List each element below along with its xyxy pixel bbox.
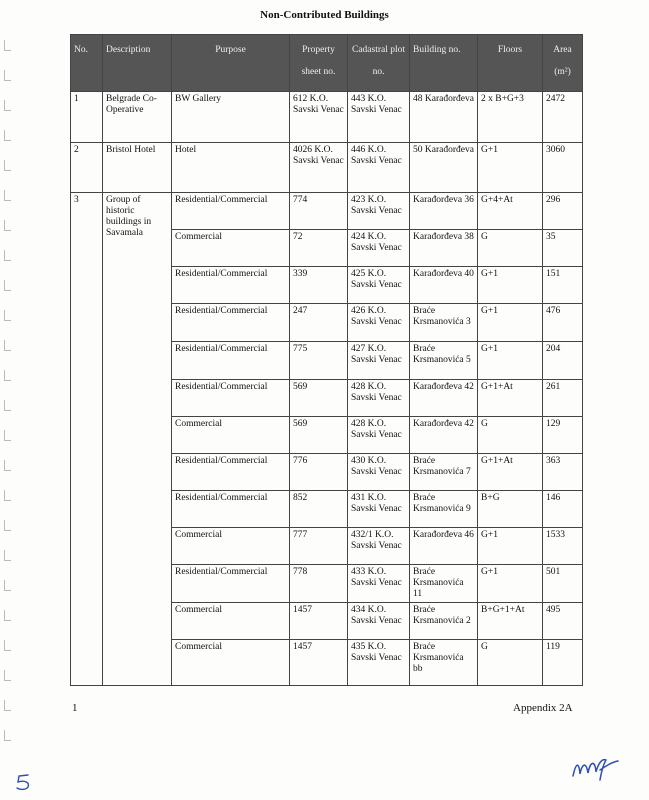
cell-floors: G+1 bbox=[478, 528, 543, 565]
binder-tick bbox=[4, 640, 11, 651]
cell-purpose: Commercial bbox=[172, 640, 290, 686]
cell-building: Braće Krsmanovića 3 bbox=[410, 304, 478, 342]
cell-property: 612 K.O. Savski Venac bbox=[290, 92, 348, 143]
cell-floors: G+4+At bbox=[478, 193, 543, 230]
cell-building: Braće Krsmanovića 7 bbox=[410, 454, 478, 491]
cell-floors: G+1 bbox=[478, 565, 543, 603]
cell-cadastral: 427 K.O. Savski Venac bbox=[348, 342, 410, 380]
cell-purpose: Commercial bbox=[172, 603, 290, 640]
cell-cadastral: 443 K.O. Savski Venac bbox=[348, 92, 410, 143]
binder-tick bbox=[4, 130, 11, 141]
cell-no: 1 bbox=[71, 92, 103, 143]
cell-description: Bristol Hotel bbox=[103, 143, 172, 193]
header-area: Area (m²) bbox=[543, 35, 583, 92]
cell-cadastral: 428 K.O. Savski Venac bbox=[348, 417, 410, 454]
binder-tick bbox=[4, 190, 11, 201]
binder-tick bbox=[4, 40, 11, 51]
cell-building: Karađorđeva 38 bbox=[410, 230, 478, 267]
header-purpose: Purpose bbox=[172, 35, 290, 92]
cell-purpose: BW Gallery bbox=[172, 92, 290, 143]
binder-tick bbox=[4, 340, 11, 351]
binder-tick bbox=[4, 400, 11, 411]
page-title: Non-Contributed Buildings bbox=[260, 9, 389, 21]
cell-floors: G bbox=[478, 640, 543, 686]
cell-floors: G bbox=[478, 417, 543, 454]
cell-floors: G+1+At bbox=[478, 454, 543, 491]
cell-description: Group of historic buildings in Savamala bbox=[103, 193, 172, 686]
binder-tick bbox=[4, 580, 11, 591]
cell-cadastral: 430 K.O. Savski Venac bbox=[348, 454, 410, 491]
cell-property: 777 bbox=[290, 528, 348, 565]
binder-tick bbox=[4, 70, 11, 81]
signature-icon bbox=[570, 752, 624, 782]
cell-building: Braće Krsmanovića bb bbox=[410, 640, 478, 686]
header-floors: Floors bbox=[478, 35, 543, 92]
cell-area: 204 bbox=[543, 342, 583, 380]
cell-area: 3060 bbox=[543, 143, 583, 193]
binder-tick bbox=[4, 100, 11, 111]
cell-floors: G+1+At bbox=[478, 380, 543, 417]
cell-cadastral: 425 K.O. Savski Venac bbox=[348, 267, 410, 304]
header-property: Property sheet no. bbox=[290, 35, 348, 92]
cell-purpose: Residential/Commercial bbox=[172, 454, 290, 491]
cell-no: 3 bbox=[71, 193, 103, 686]
binder-tick bbox=[4, 610, 11, 621]
binder-tick bbox=[4, 220, 11, 231]
cell-property: 569 bbox=[290, 380, 348, 417]
cell-property: 776 bbox=[290, 454, 348, 491]
cell-cadastral: 433 K.O. Savski Venac bbox=[348, 565, 410, 603]
cell-no: 2 bbox=[71, 143, 103, 193]
cell-property: 72 bbox=[290, 230, 348, 267]
cell-property: 778 bbox=[290, 565, 348, 603]
cell-cadastral: 435 K.O. Savski Venac bbox=[348, 640, 410, 686]
cell-floors: G+1 bbox=[478, 143, 543, 193]
cell-building: Karađorđeva 36 bbox=[410, 193, 478, 230]
header-no: No. bbox=[71, 35, 103, 92]
cell-building: Braće Krsmanovića 5 bbox=[410, 342, 478, 380]
cell-cadastral: 431 K.O. Savski Venac bbox=[348, 491, 410, 528]
cell-floors: G bbox=[478, 230, 543, 267]
table-row bbox=[71, 92, 583, 143]
binder-tick bbox=[4, 520, 11, 531]
cell-purpose: Hotel bbox=[172, 143, 290, 193]
binder-tick bbox=[4, 700, 11, 711]
cell-area: 296 bbox=[543, 193, 583, 230]
cell-purpose: Commercial bbox=[172, 417, 290, 454]
binder-tick bbox=[4, 490, 11, 501]
cell-purpose: Commercial bbox=[172, 528, 290, 565]
cell-purpose: Residential/Commercial bbox=[172, 193, 290, 230]
cell-cadastral: 428 K.O. Savski Venac bbox=[348, 380, 410, 417]
binder-tick bbox=[4, 430, 11, 441]
cell-property: 247 bbox=[290, 304, 348, 342]
binder-tick bbox=[4, 160, 11, 171]
cell-building: Braće Krsmanovića 2 bbox=[410, 603, 478, 640]
cell-floors: 2 x B+G+3 bbox=[478, 92, 543, 143]
cell-floors: G+1 bbox=[478, 267, 543, 304]
cell-area: 2472 bbox=[543, 92, 583, 143]
cell-property: 852 bbox=[290, 491, 348, 528]
cell-building: Braće Krsmanovića 11 bbox=[410, 565, 478, 603]
appendix-label: Appendix 2A bbox=[513, 702, 573, 714]
cell-floors: G+1 bbox=[478, 304, 543, 342]
cell-building: Karađorđeva 40 bbox=[410, 267, 478, 304]
cell-area: 1533 bbox=[543, 528, 583, 565]
cell-building: Karađorđeva 42 bbox=[410, 380, 478, 417]
cell-description: Belgrade Co-Operative bbox=[103, 92, 172, 143]
table-row bbox=[71, 143, 583, 193]
cell-cadastral: 446 K.O. Savski Venac bbox=[348, 143, 410, 193]
cell-area: 35 bbox=[543, 230, 583, 267]
cell-property: 339 bbox=[290, 267, 348, 304]
header-cadastral: Cadastral plot no. bbox=[348, 35, 410, 92]
cell-area: 146 bbox=[543, 491, 583, 528]
cell-property: 775 bbox=[290, 342, 348, 380]
cell-cadastral: 423 K.O. Savski Venac bbox=[348, 193, 410, 230]
cell-floors: B+G+1+At bbox=[478, 603, 543, 640]
cell-purpose: Residential/Commercial bbox=[172, 304, 290, 342]
binder-edge-marks bbox=[0, 0, 12, 800]
cell-purpose: Residential/Commercial bbox=[172, 267, 290, 304]
cell-building: 50 Karađorđeva bbox=[410, 143, 478, 193]
cell-cadastral: 424 K.O. Savski Venac bbox=[348, 230, 410, 267]
cell-area: 501 bbox=[543, 565, 583, 603]
cell-purpose: Residential/Commercial bbox=[172, 565, 290, 603]
cell-area: 476 bbox=[543, 304, 583, 342]
table-row bbox=[71, 193, 583, 230]
cell-area: 363 bbox=[543, 454, 583, 491]
binder-tick bbox=[4, 550, 11, 561]
cell-building: Karađorđeva 46 bbox=[410, 528, 478, 565]
cell-property: 1457 bbox=[290, 640, 348, 686]
cell-floors: G+1 bbox=[478, 342, 543, 380]
cell-property: 774 bbox=[290, 193, 348, 230]
cell-area: 495 bbox=[543, 603, 583, 640]
cell-property: 1457 bbox=[290, 603, 348, 640]
cell-building: Karađorđeva 42 bbox=[410, 417, 478, 454]
cell-building: Braće Krsmanovića 9 bbox=[410, 491, 478, 528]
cell-area: 129 bbox=[543, 417, 583, 454]
initials-icon bbox=[14, 772, 36, 792]
cell-area: 261 bbox=[543, 380, 583, 417]
table-header-row bbox=[71, 35, 583, 92]
cell-area: 151 bbox=[543, 267, 583, 304]
page-number: 1 bbox=[72, 702, 78, 714]
binder-tick bbox=[4, 310, 11, 321]
cell-cadastral: 434 K.O. Savski Venac bbox=[348, 603, 410, 640]
cell-purpose: Commercial bbox=[172, 230, 290, 267]
table-body bbox=[71, 92, 583, 686]
binder-tick bbox=[4, 250, 11, 261]
binder-tick bbox=[4, 280, 11, 291]
binder-tick bbox=[4, 370, 11, 381]
cell-purpose: Residential/Commercial bbox=[172, 380, 290, 417]
cell-purpose: Residential/Commercial bbox=[172, 491, 290, 528]
binder-tick bbox=[4, 730, 11, 741]
cell-area: 119 bbox=[543, 640, 583, 686]
header-description: Description bbox=[103, 35, 172, 92]
cell-property: 569 bbox=[290, 417, 348, 454]
buildings-table bbox=[70, 34, 583, 686]
cell-cadastral: 432/1 K.O. Savski Venac bbox=[348, 528, 410, 565]
cell-cadastral: 426 K.O. Savski Venac bbox=[348, 304, 410, 342]
binder-tick bbox=[4, 670, 11, 681]
header-building: Building no. bbox=[410, 35, 478, 92]
binder-tick bbox=[4, 460, 11, 471]
cell-floors: B+G bbox=[478, 491, 543, 528]
cell-purpose: Residential/Commercial bbox=[172, 342, 290, 380]
cell-building: 48 Karađorđeva bbox=[410, 92, 478, 143]
cell-property: 4026 K.O. Savski Venac bbox=[290, 143, 348, 193]
